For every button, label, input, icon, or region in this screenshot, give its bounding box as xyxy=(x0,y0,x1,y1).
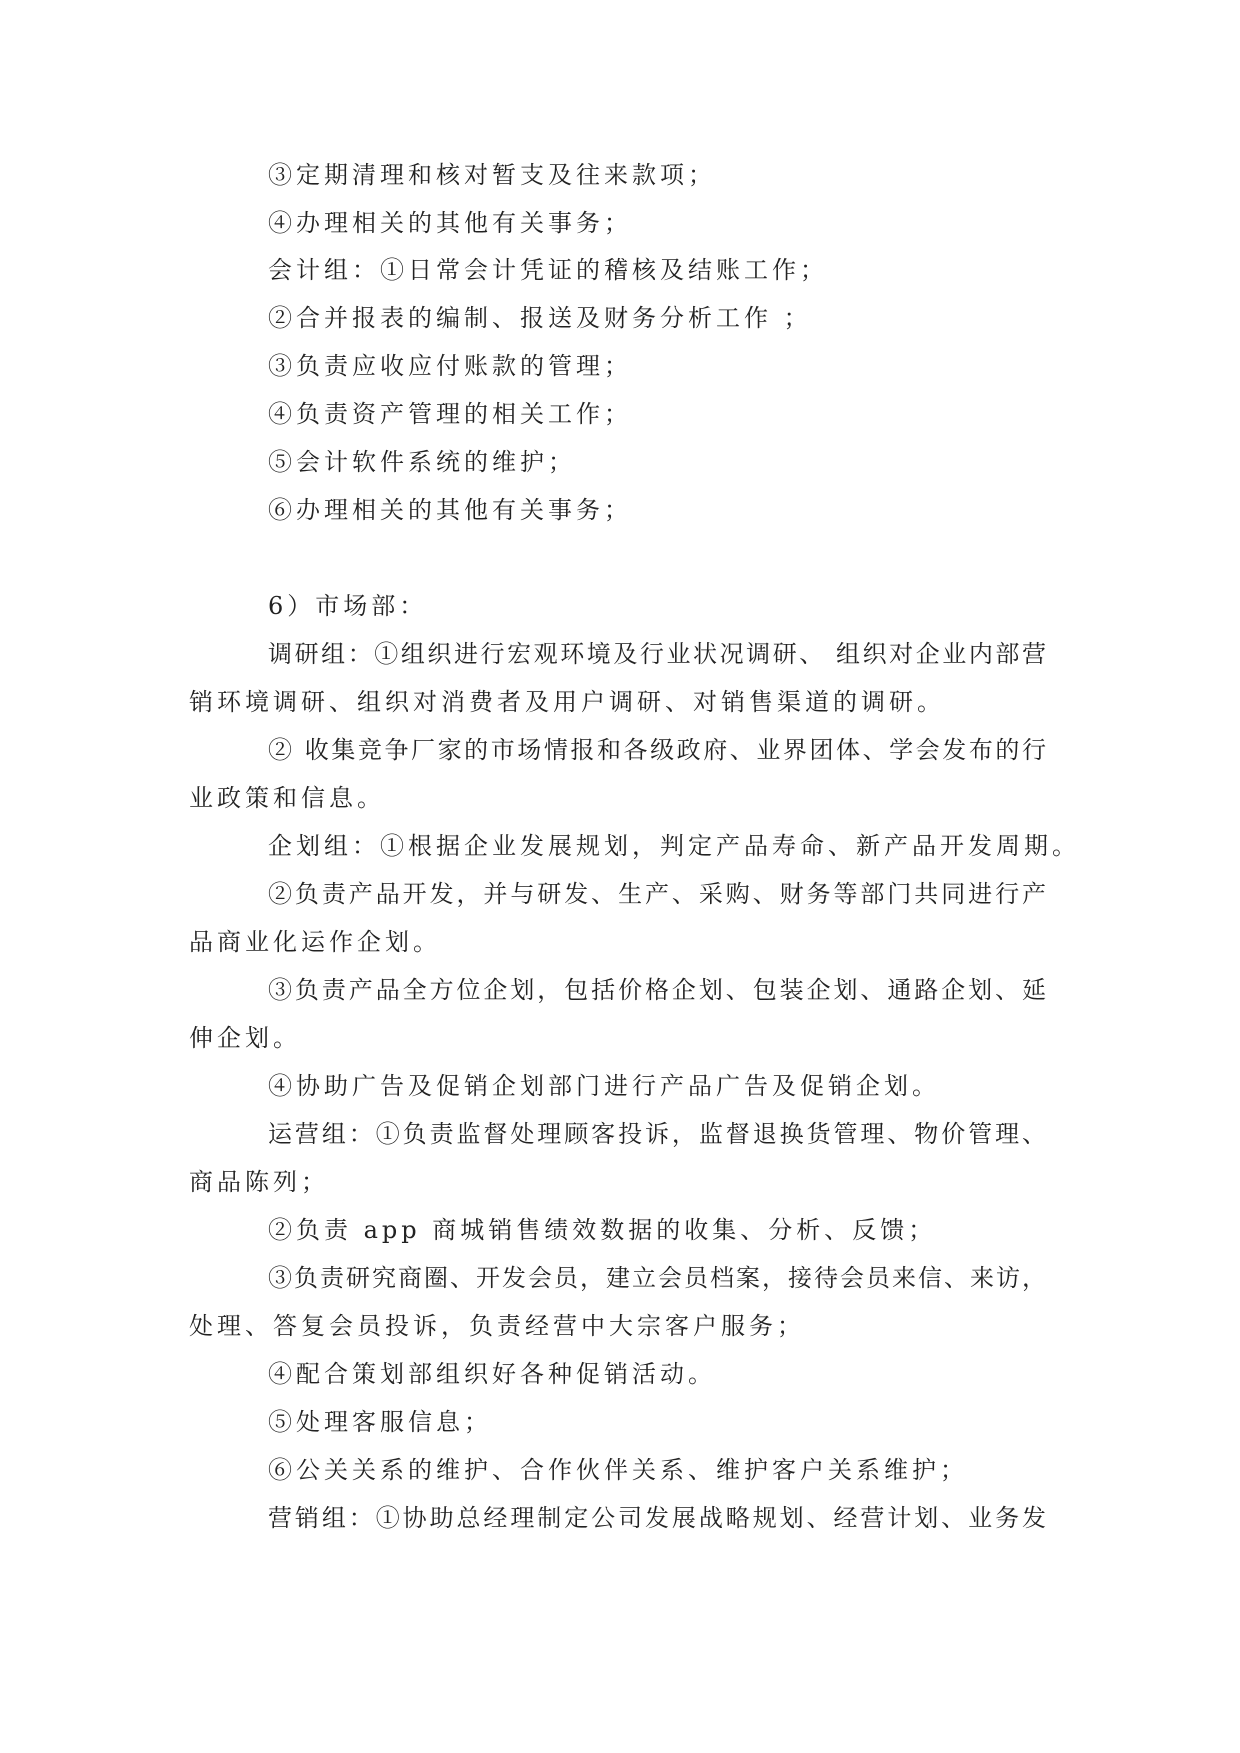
market-planning-item-4: ④协助广告及促销企划部门进行产品广告及促销企划。 xyxy=(268,1072,940,1100)
market-operations-item-3-line-1: ③负责研究商圈、开发会员，建立会员档案，接待会员来信、来访， xyxy=(268,1264,1046,1292)
market-operations-item-6: ⑥公关关系的维护、合作伙伴关系、维护客户关系维护； xyxy=(268,1456,968,1484)
market-research-line-1: 调研组：①组织进行宏观环境及行业状况调研、 组织对企业内部营 xyxy=(268,640,1046,668)
finance-cashier-item-3: ③定期清理和核对暂支及往来款项； xyxy=(268,161,716,189)
finance-accounting-item-2: ②合并报表的编制、报送及财务分析工作 ； xyxy=(268,304,812,332)
market-research-item-2-line-2: 业政策和信息。 xyxy=(189,784,385,812)
market-operations-item-3-line-2: 处理、答复会员投诉，负责经营中大宗客户服务； xyxy=(189,1312,805,1340)
market-planning-item-2-line-1: ②负责产品开发，并与研发、生产、采购、财务等部门共同进行产 xyxy=(268,880,1046,908)
finance-accounting-item-1: 会计组：①日常会计凭证的稽核及结账工作； xyxy=(268,256,828,284)
market-planning-item-3-line-1: ③负责产品全方位企划，包括价格企划、包装企划、通路企划、延 xyxy=(268,976,1046,1004)
market-planning-item-2-line-2: 品商业化运作企划。 xyxy=(189,928,441,956)
finance-cashier-item-4: ④办理相关的其他有关事务； xyxy=(268,209,632,237)
market-operations-line-1: 运营组：①负责监督处理顾客投诉，监督退换货管理、物价管理、 xyxy=(268,1120,1046,1148)
finance-accounting-item-4: ④负责资产管理的相关工作； xyxy=(268,400,632,428)
market-operations-item-2: ②负责 app 商城销售绩效数据的收集、分析、反馈； xyxy=(268,1216,937,1244)
finance-accounting-item-6: ⑥办理相关的其他有关事务； xyxy=(268,496,632,524)
market-planning-item-3-line-2: 伸企划。 xyxy=(189,1024,301,1052)
market-operations-line-2: 商品陈列； xyxy=(189,1168,329,1196)
market-research-line-2: 销环境调研、组织对消费者及用户调研、对销售渠道的调研。 xyxy=(189,688,945,716)
market-sales-line-1: 营销组：①协助总经理制定公司发展战略规划、经营计划、业务发 xyxy=(268,1504,1046,1532)
finance-accounting-item-5: ⑤会计软件系统的维护； xyxy=(268,448,576,476)
market-planning-item-1: 企划组：①根据企业发展规划，判定产品寿命、新产品开发周期。 xyxy=(268,832,1080,860)
market-operations-item-4: ④配合策划部组织好各种促销活动。 xyxy=(268,1360,716,1388)
market-heading: 6）市场部： xyxy=(268,592,428,620)
finance-accounting-item-3: ③负责应收应付账款的管理； xyxy=(268,352,632,380)
market-research-item-2-line-1: ② 收集竞争厂家的市场情报和各级政府、业界团体、学会发布的行 xyxy=(268,736,1046,764)
market-operations-item-5: ⑤处理客服信息； xyxy=(268,1408,492,1436)
